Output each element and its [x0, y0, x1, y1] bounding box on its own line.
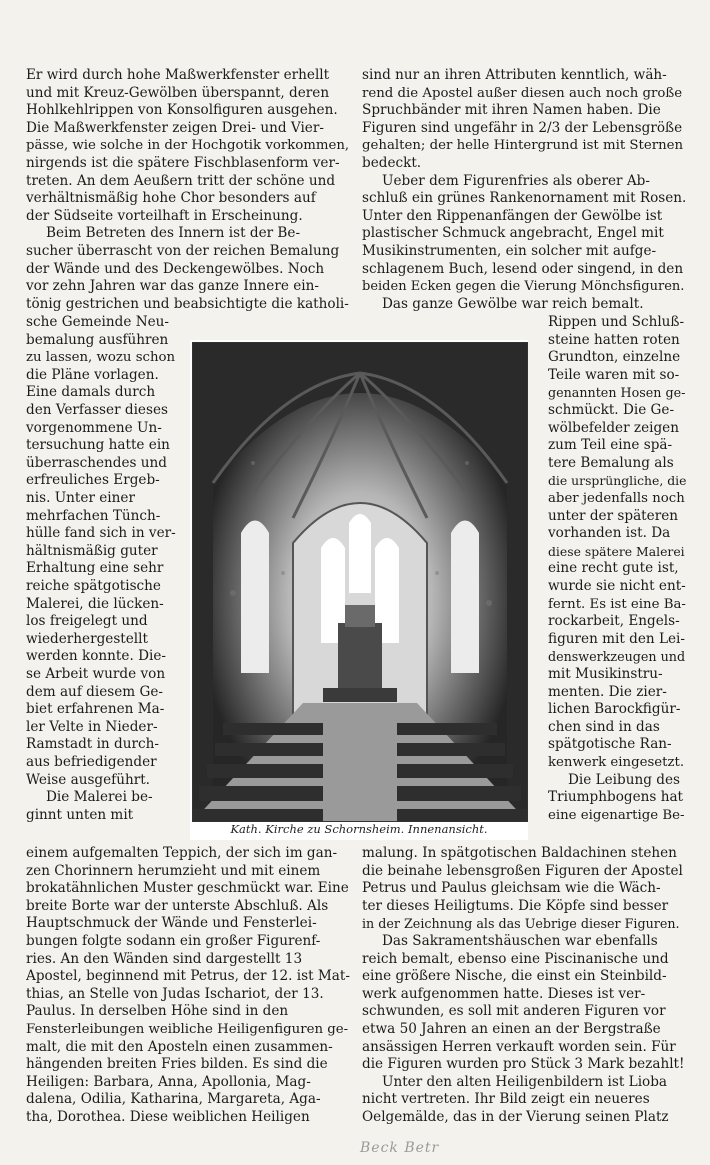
text-line: lichen Barockfigür-: [548, 701, 681, 718]
text-line: Er wird durch hohe Maßwerkfenster erhellt: [26, 67, 330, 83]
text-line: schwunden, es soll mit anderen Figuren vor: [362, 1003, 666, 1020]
text-line: fernt. Es ist eine Ba-: [548, 596, 686, 612]
text-line: Musikinstrumenten, ein solcher mit aufge-: [362, 243, 657, 259]
text-line: Die Leibung des: [568, 771, 680, 788]
text-line: sucher überrascht von der reichen Bemalung: [26, 243, 340, 259]
pencil-annotation: Beck Betr: [360, 1140, 440, 1156]
text-line: Heiligen: Barbara, Anna, Apollonia, Mag-: [26, 1073, 311, 1090]
text-line: die Figuren wurden pro Stück 3 Mark bezahlt!: [362, 1056, 685, 1073]
text-line: pässe, wie solche in der Hochgotik vorkommen,: [26, 138, 350, 154]
text-line: schluß ein grünes Rankenornament mit Rosen.: [362, 190, 686, 207]
text-line: beiden Ecken gegen die Vierung Mönchsfiguren.: [362, 279, 685, 295]
text-line: einem aufgemalten Teppich, der sich im gan-: [26, 845, 338, 861]
text-line: dalena, Odilia, Katharina, Margareta, Aga-: [26, 1091, 321, 1108]
text-line: Unter den Rippenanfängen der Gewölbe ist: [362, 207, 663, 224]
text-line: nicht vertreten. Ihr Bild zeigt ein neueres: [362, 1091, 650, 1108]
text-line: chen sind in das: [548, 718, 660, 735]
text-line: treten. An dem Aeußern tritt der schöne und: [26, 172, 336, 189]
figure-caption: Kath. Kirche zu Schornsheim. Innenansicht.: [230, 822, 488, 836]
text-line: ansässigen Herren verkauft worden sein. Für: [362, 1038, 676, 1055]
text-line: Das Sakramentshäuschen war ebenfalls: [382, 933, 658, 949]
text-line: sind nur an ihren Attributen kenntlich, wäh-: [362, 67, 667, 83]
text-line: sche Gemeinde Neu-: [26, 314, 170, 330]
text-line: Das ganze Gewölbe war reich bemalt.: [382, 295, 644, 312]
text-line: Unter den alten Heiligenbildern ist Lioba: [382, 1073, 668, 1090]
text-line: hängenden breiten Fries bilden. Es sind die: [26, 1056, 328, 1073]
text-line: der Südseite vorteilhaft in Erscheinung.: [26, 207, 303, 224]
text-line: kenwerk eingesetzt.: [548, 755, 685, 770]
text-line: ginnt unten mit: [26, 806, 134, 823]
text-line: Eine damals durch: [26, 384, 156, 401]
text-line: tere Bemalung als: [548, 454, 674, 471]
text-line: und mit Kreuz-Gewölben überspannt, deren: [26, 84, 330, 101]
text-line: hältnismäßig guter: [26, 542, 158, 559]
text-line: zen Chorinnern herumzieht und mit einem: [26, 862, 321, 879]
text-line: verhältnismäßig hohe Chor besonders auf: [26, 190, 316, 207]
text-line: brokatähnlichen Muster geschmückt war. Eine: [26, 880, 349, 897]
church-interior-photo: [192, 342, 528, 822]
text-line: ries. An den Wänden sind dargestellt 13: [26, 950, 303, 967]
text-line: Beim Betreten des Innern ist der Be-: [46, 225, 301, 242]
text-line: Die Malerei be-: [46, 789, 153, 806]
text-line: biet erfahrenen Ma-: [26, 701, 165, 718]
text-line: wiederhergestellt: [26, 630, 148, 647]
text-line: Grundton, einzelne: [548, 349, 681, 366]
text-line: Triumphbogens hat: [548, 789, 684, 806]
text-line: die beinahe lebensgroßen Figuren der Apostel: [362, 862, 683, 879]
text-line: unter der späteren: [548, 507, 678, 524]
text-line: Hohlkehlrippen von Konsolfiguren ausgehen.: [26, 102, 338, 119]
text-line: den Verfasser dieses: [26, 402, 168, 418]
text-line: überraschendes und: [26, 454, 168, 471]
text-line: aus befriedigender: [26, 754, 157, 770]
text-line: vorgenommene Un-: [26, 419, 162, 436]
text-line: bungen folgte sodann ein großer Figurenf-: [26, 933, 321, 949]
text-line: zum Teil eine spä-: [548, 437, 673, 454]
text-line: bedeckt.: [362, 155, 422, 171]
text-line: Ramstadt in durch-: [26, 736, 159, 753]
text-line: reiche spätgotische: [26, 578, 161, 594]
text-line: Fensterleibungen weibliche Heiligenfiguren ge-: [26, 1022, 349, 1037]
text-line: bemalung ausführen: [26, 331, 169, 348]
text-line: werk aufgenommen hatte. Dieses ist ver-: [362, 985, 646, 1002]
text-line: thias, an Stelle von Judas Ischariot, der 13.: [26, 985, 324, 1002]
text-line: in der Zeichnung als das Uebrige dieser Figuren.: [362, 916, 680, 932]
text-line: gehalten; der helle Hintergrund ist mit Sternen: [362, 138, 684, 154]
text-line: reich bemalt, ebenso eine Piscinanische und: [362, 950, 669, 967]
church-interior-figure: [190, 340, 528, 840]
text-line: tersuchung hatte ein: [26, 437, 170, 454]
text-line: Weise ausgeführt.: [26, 771, 151, 788]
text-line: eine eigenartige Be-: [548, 807, 685, 823]
text-line: wurde sie nicht ent-: [548, 578, 686, 594]
text-line: malt, die mit den Aposteln einen zusammen-: [26, 1038, 333, 1055]
text-line: denswerkzeugen und: [548, 649, 686, 665]
text-line: eine größere Nische, die einst ein Steinbild-: [362, 968, 667, 985]
text-line: mehrfachen Tünch-: [26, 507, 161, 524]
text-line: dem auf diesem Ge-: [26, 683, 163, 700]
text-line: Paulus. In derselben Höhe sind in den: [26, 1003, 289, 1020]
text-line: hülle fand sich in ver-: [26, 525, 176, 542]
text-line: mit Musikinstru-: [548, 666, 663, 682]
text-line: wölbefelder zeigen: [548, 419, 679, 436]
text-line: schmückt. Die Ge-: [548, 402, 675, 418]
text-line: Oelgemälde, das in der Vierung seinen Platz: [362, 1109, 669, 1125]
text-line: menten. Die zier-: [548, 683, 667, 700]
text-line: ler Velte in Nieder-: [26, 718, 158, 735]
text-line: rend die Apostel außer diesen auch noch große: [362, 85, 683, 101]
text-line: erfreuliches Ergeb-: [26, 472, 160, 489]
text-line: Teile waren mit so-: [548, 366, 680, 383]
text-line: tha, Dorothea. Diese weiblichen Heiligen: [26, 1109, 310, 1125]
text-line: figuren mit den Lei-: [548, 630, 685, 647]
text-line: plastischer Schmuck angebracht, Engel mit: [362, 225, 664, 242]
text-line: aber jedenfalls noch: [548, 491, 685, 506]
text-line: steine hatten roten: [548, 331, 680, 348]
text-line: zu lassen, wozu schon: [26, 350, 176, 366]
text-line: schlagenem Buch, lesend oder singend, in den: [362, 260, 684, 277]
text-line: Die Maßwerkfenster zeigen Drei- und Vier-: [26, 119, 324, 136]
text-line: Apostel, beginnend mit Petrus, der 12. ist Mat-: [26, 968, 350, 985]
text-line: spätgotische Ran-: [548, 736, 672, 753]
text-line: se Arbeit wurde von: [26, 666, 166, 682]
text-line: vor zehn Jahren war das ganze Innere ein-: [26, 278, 319, 295]
text-line: genannten Hosen ge-: [548, 385, 686, 401]
text-line: nis. Unter einer: [26, 490, 135, 506]
text-line: Hauptschmuck der Wände und Fensterlei-: [26, 915, 317, 932]
text-line: Petrus und Paulus gleichsam wie die Wäch-: [362, 880, 661, 897]
text-line: diese spätere Malerei: [548, 543, 685, 559]
text-line: die ursprüngliche, die: [548, 473, 686, 489]
text-line: Rippen und Schluß-: [548, 314, 685, 330]
text-line: Erhaltung eine sehr: [26, 560, 164, 577]
text-line: Spruchbänder mit ihren Namen haben. Die: [362, 102, 661, 119]
text-line: die Pläne vorlagen.: [26, 366, 159, 383]
text-line: breite Borte war der unterste Abschluß. Als: [26, 897, 329, 914]
text-line: malung. In spätgotischen Baldachinen stehen: [362, 845, 677, 861]
text-line: rockarbeit, Engels-: [548, 613, 680, 630]
text-line: ter dieses Heiligtums. Die Köpfe sind besser: [362, 897, 669, 914]
text-line: werden konnte. Die-: [26, 648, 166, 665]
text-line: nirgends ist die spätere Fischblasenform ver-: [26, 155, 340, 171]
text-line: eine recht gute ist,: [548, 560, 679, 577]
text-line: Ueber dem Figurenfries als oberer Ab-: [382, 172, 650, 189]
text-line: Malerei, die lücken-: [26, 595, 164, 612]
text-line: tönig gestrichen und beabsichtigte die katholi-: [26, 295, 349, 312]
text-line: vorhanden ist. Da: [548, 525, 671, 542]
text-line: etwa 50 Jahren an einen an der Bergstraße: [362, 1021, 661, 1037]
text-line: los freigelegt und: [26, 613, 148, 630]
text-line: der Wände und des Deckengewölbes. Noch: [26, 260, 325, 277]
text-line: Figuren sind ungefähr in 2/3 der Lebensgröße: [362, 119, 683, 136]
